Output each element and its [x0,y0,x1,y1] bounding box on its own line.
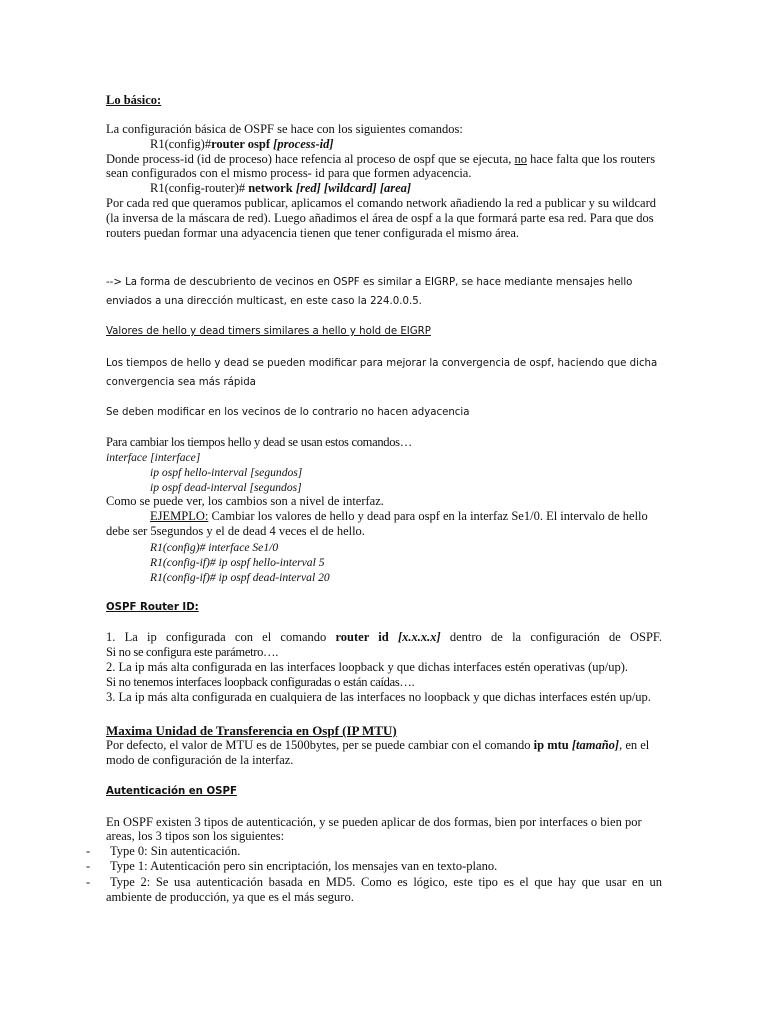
text-run: Por defecto, el valor de MTU es de 1500bytes, per se puede cambiar con el comando [106,738,534,752]
text-run: hace falta que los routers [527,152,656,166]
paragraph: enviados a una dirección multicast, en este caso la 224.0.0.5. [106,296,422,307]
paragraph: (la inversa de la máscara de red). Luego añadimos el área de ospf a la que formará parte esa red. Para que dos [106,211,654,225]
section-title-mtu: Maxima Unidad de Transferencia en Ospf (IP MTU) [106,723,397,738]
paragraph: routers puedan formar una adyacencia tienen que tener configurada el mismo área. [106,226,520,240]
code-line: R1(config-if)# ip ospf hello-interval 5 [150,556,325,569]
command-prefix: R1(config-router)# [150,181,249,195]
bullet: - [86,844,91,858]
paragraph: Los tiempos de hello y dead se pueden modificar para mejorar la convergencia de ospf, haciendo que dicha [106,358,658,369]
list-item: Type 0: Sin autenticación. [110,844,241,858]
list-item [106,630,662,645]
underlined-word: no [514,152,527,166]
paragraph: modo de configuración de la interfaz. [106,753,294,767]
text-run: 1. La ip configurada con el comando [106,630,336,644]
list-item: Type 1: Autenticación pero sin encriptación, los mensajes van en texto-plano. [110,859,498,873]
text-run: Cambiar los valores de hello y dead para ospf en la interfaz Se1/0. El intervalo de hello [208,509,648,523]
paragraph [106,152,655,167]
text-run: dentro de la configuración de OSPF. [440,630,662,644]
paragraph: Por cada red que queramos publicar, aplicamos el comando network añadiendo la red a publicar y su wildcard [106,196,656,210]
paragraph: debe ser 5segundos y el de dead 4 veces el de hello. [106,524,365,538]
example-label: EJEMPLO: [150,509,209,523]
code-line: interface [interface] [106,451,201,464]
section-title-router-id: OSPF Router ID: [106,602,199,613]
paragraph: Si no se configura este parámetro…. [106,645,279,659]
command-argument: [red] [wildcard] [area] [295,181,412,195]
list-item: 3. La ip más alta configurada en cualquiera de las interfaces no loopback y que dichas interfaces estén up/up. [106,690,651,704]
paragraph [106,738,649,753]
code-line: ip ospf dead-interval [segundos] [150,481,302,494]
code-line: R1(config)# interface Se1/0 [150,541,279,554]
section-title-timers: Valores de hello y dead timers similares a hello y hold de EIGRP [106,326,431,337]
command-keyword: ip mtu [533,738,572,752]
command-prefix: R1(config)# [150,137,212,151]
paragraph: --> La forma de descubriento de vecinos en OSPF es similar a EIGRP, se hace mediante mensajes hello [106,277,633,288]
command-keyword: network [248,181,296,195]
command-keyword: router id [335,630,398,644]
code-line: ip ospf hello-interval [segundos] [150,466,303,479]
paragraph: La configuración básica de OSPF se hace con los siguientes comandos: [106,122,463,136]
list-item: 2. La ip más alta configurada en las interfaces loopback y que dichas interfaces estén operativas (up/up). [106,660,629,674]
command-argument: [tamaño] [571,738,620,752]
paragraph: convergencia sea más rápida [106,377,256,388]
command-keyword: router ospf [211,137,274,151]
paragraph: ambiente de producción, ya que es el más seguro. [106,890,354,904]
paragraph: Si no tenemos interfaces loopback configuradas o están caídas…. [106,675,415,689]
paragraph: sean configurados con el mismo process- id para que formen adyacencia. [106,166,472,180]
list-item: Type 2: Se usa autenticación basada en MD5. Como es lógico, este tipo es el que hay que usar en un [110,875,662,889]
text-run: Donde process-id (id de proceso) hace refencia al proceso de ospf que se ejecuta, [106,152,515,166]
paragraph: areas, los 3 tipos son los siguientes: [106,829,285,843]
text-run: , en el [619,738,650,752]
bullet: - [86,875,91,889]
command-line [150,137,334,152]
command-line [150,181,411,196]
paragraph: Para cambiar los tiempos hello y dead se usan estos comandos… [106,435,412,449]
section-title-basics: Lo básico: [106,93,162,107]
command-argument: [process-id] [273,137,334,151]
code-line: R1(config-if)# ip ospf dead-interval 20 [150,571,330,584]
paragraph: En OSPF existen 3 tipos de autenticación, y se pueden aplicar de dos formas, bien por interfaces o bien por [106,815,642,829]
paragraph: Se deben modificar en los vecinos de lo contrario no hacen adyacencia [106,407,470,418]
paragraph: Como se puede ver, los cambios son a nivel de interfaz. [106,494,384,508]
section-title-auth: Autenticación en OSPF [106,786,237,797]
bullet: - [86,859,91,873]
command-argument: [x.x.x.x] [397,630,441,644]
paragraph [150,509,648,524]
